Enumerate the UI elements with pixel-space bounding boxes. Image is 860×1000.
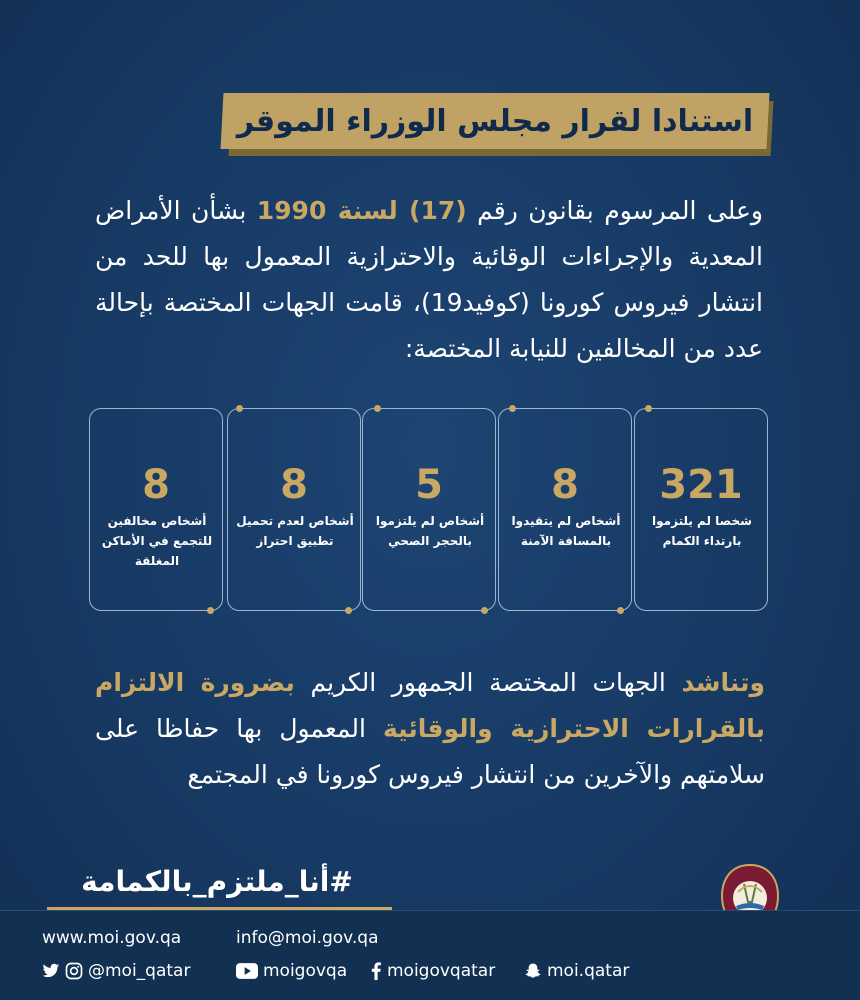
intro-paragraph — [95, 188, 763, 372]
gold-dot-icon — [207, 607, 214, 614]
hashtag[interactable]: #أنا_ملتزم_بالكمامة — [81, 865, 353, 898]
gold-dot-icon — [481, 607, 488, 614]
card-label: أشخاص مخالفين للتجمع في الأماكن المغلقة — [101, 514, 213, 568]
social-twitter-instagram[interactable] — [42, 961, 190, 981]
title-banner — [222, 93, 777, 156]
social-snapchat[interactable] — [524, 961, 629, 981]
card-number: 8 — [551, 462, 579, 508]
facebook-handle: moigovqatar — [387, 961, 496, 981]
email-link[interactable]: info@moi.gov.qa — [236, 928, 379, 948]
card-quarantine — [362, 408, 496, 611]
youtube-handle: moigovqa — [263, 961, 348, 981]
card-label: أشخاص لم يلتزموا بالحجر الصحي — [375, 514, 485, 548]
gold-dot-icon — [509, 405, 516, 412]
card-number: 8 — [280, 462, 308, 508]
card-label: أشخاص لعدم تحميل تطبيق احتراز — [236, 514, 354, 548]
law-reference: (17) لسنة 1990 — [256, 196, 467, 225]
intro-text-2: بشأن الأمراض المعدية والإجراءات الوقائية والاحترازية المعمول بها للحد من انتشار فيروس كورونا (كوفيد19)، قامت الجهات المختصة بإحالة عدد من المخالفين للنيابة المختصة: — [95, 196, 763, 363]
facebook-icon — [370, 962, 382, 980]
gold-dot-icon — [645, 405, 652, 412]
appeal-text-1: الجهات المختصة الجمهور الكريم — [294, 668, 682, 697]
gold-dot-icon — [374, 405, 381, 412]
card-distance — [498, 408, 632, 611]
card-gathering — [89, 408, 223, 611]
twitter-icon — [42, 963, 60, 979]
emblem-label — [722, 892, 723, 893]
gold-dot-icon — [345, 607, 352, 614]
intro-text-1: وعلى المرسوم بقانون رقم — [466, 196, 763, 225]
page-title: استنادا لقرار مجلس الوزراء الموقر — [236, 103, 754, 139]
social-facebook[interactable] — [370, 961, 495, 981]
footer — [0, 910, 860, 1000]
gold-dot-icon — [617, 607, 624, 614]
card-label: أشخاص لم يتقيدوا بالمسافة الآمنة — [511, 514, 621, 548]
card-number: 5 — [415, 462, 443, 508]
appeal-text-2: المعمول بها حفاظا على سلامتهم والآخرين من انتشار فيروس كورونا في المجتمع — [95, 714, 765, 789]
appeal-highlight-1: وتناشد — [681, 668, 765, 697]
appeal-highlight-2: بضرورة الالتزام بالقرارات الاحترازية والوقائية — [95, 668, 765, 743]
card-label: شخصا لم يلتزموا بارتداء الكمام — [652, 514, 752, 548]
appeal-paragraph — [95, 660, 765, 798]
snapchat-handle: moi.qatar — [547, 961, 630, 981]
card-number: 321 — [659, 462, 743, 508]
twitter-instagram-handle: @moi_qatar — [88, 961, 191, 981]
youtube-icon — [236, 963, 258, 979]
website-link[interactable]: www.moi.gov.qa — [42, 928, 182, 948]
snapchat-icon — [524, 962, 542, 980]
card-masks — [634, 408, 768, 611]
card-ehteraz-app — [227, 408, 361, 611]
instagram-icon — [65, 962, 83, 980]
violations-cards — [88, 408, 772, 613]
social-youtube[interactable] — [236, 961, 347, 981]
card-number: 8 — [142, 462, 170, 508]
gold-dot-icon — [236, 405, 243, 412]
